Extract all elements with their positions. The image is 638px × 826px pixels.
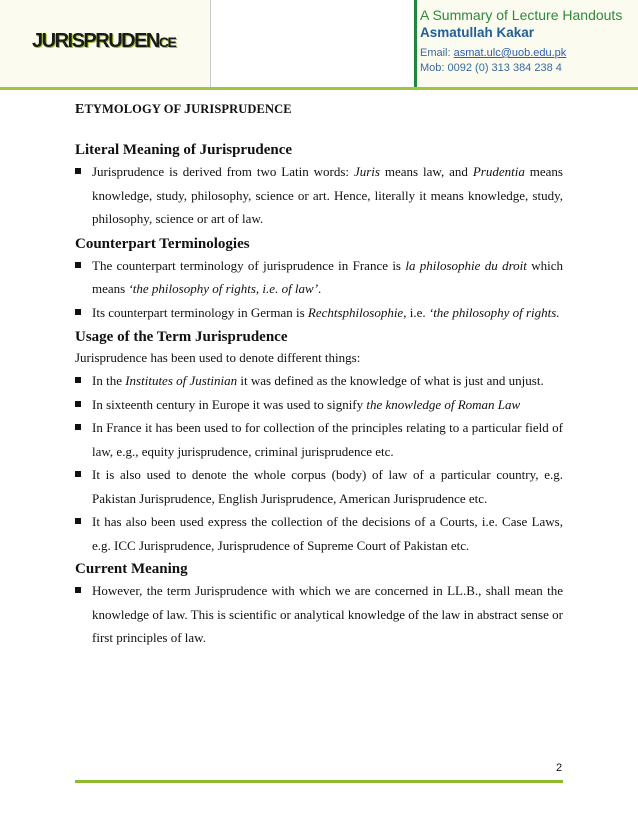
email-label: Email: xyxy=(420,47,454,59)
footer-rule xyxy=(75,780,563,783)
list-item: In France it has been used to for collection of the principles relating to a particular field of law, e.g., equity jurisprudence, criminal jurisprudence etc. xyxy=(75,416,563,463)
header-author: Asmatullah Kakar xyxy=(420,25,535,40)
page-title: ETYMOLOGY OF JURISPRUDENCE xyxy=(75,102,292,117)
usage-intro: Jurisprudence has been used to denote different things: xyxy=(75,350,361,365)
counterpart-list xyxy=(75,254,563,325)
header-title: A Summary of Lecture Handouts xyxy=(420,7,623,23)
header-mobile: Mob: 0092 (0) 313 384 238 4 xyxy=(420,62,562,74)
section-heading-usage: Usage of the Term Jurisprudence xyxy=(75,329,288,345)
list-item: The counterpart terminology of jurisprudence in France is la philosophie du droit which means ‘the philosophy of rights, i.e. of law’. xyxy=(75,254,563,301)
list-item: Its counterpart terminology in German is Rechtsphilosophie, i.e. ‘the philosophy of rights. xyxy=(75,301,563,325)
header-info xyxy=(420,7,622,76)
header-email xyxy=(420,46,622,61)
page-number: 2 xyxy=(556,762,563,774)
logo-small: CE xyxy=(158,34,176,50)
current-list xyxy=(75,579,563,650)
list-item: However, the term Jurisprudence with which we are concerned in LL.B., shall mean the knowledge of law. This is scientific or analytical knowledge of the law in abstract sense or first principles of law. xyxy=(75,579,563,650)
section-heading-literal: Literal Meaning of Jurisprudence xyxy=(75,142,293,158)
email-link[interactable]: asmat.ulc@uob.edu.pk xyxy=(453,47,567,59)
section-heading-current: Current Meaning xyxy=(75,561,188,577)
header-divider xyxy=(210,0,211,87)
header-rule xyxy=(0,87,638,90)
section-heading-counterpart: Counterpart Terminologies xyxy=(75,235,250,252)
usage-list xyxy=(75,369,563,557)
list-item: In sixteenth century in Europe it was used to signify the knowledge of Roman Law xyxy=(75,393,563,417)
list-item: In the Institutes of Justinian it was defined as the knowledge of what is just and unjust. xyxy=(75,369,563,393)
list-item: Jurisprudence is derived from two Latin words: Juris means law, and Prudentia means knowledge, study, philosophy, science or art. Hence, literally it means knowledge, study, philosophy, science or art of law. xyxy=(75,160,563,231)
literal-list xyxy=(75,160,563,231)
logo-main: JURISPRUDEN xyxy=(32,30,159,52)
logo xyxy=(32,30,175,53)
document-body xyxy=(75,101,563,650)
list-item: It is also used to denote the whole corpus (body) of law of a particular country, e.g. Pakistan Jurisprudence, English Jurisprudence, American Jurisprudence etc. xyxy=(75,463,563,510)
header-accent-bar xyxy=(414,0,417,87)
list-item: It has also been used express the collection of the decisions of a Courts, i.e. Case Laws, e.g. ICC Jurisprudence, Jurisprudence of Supreme Court of Pakistan etc. xyxy=(75,510,563,557)
